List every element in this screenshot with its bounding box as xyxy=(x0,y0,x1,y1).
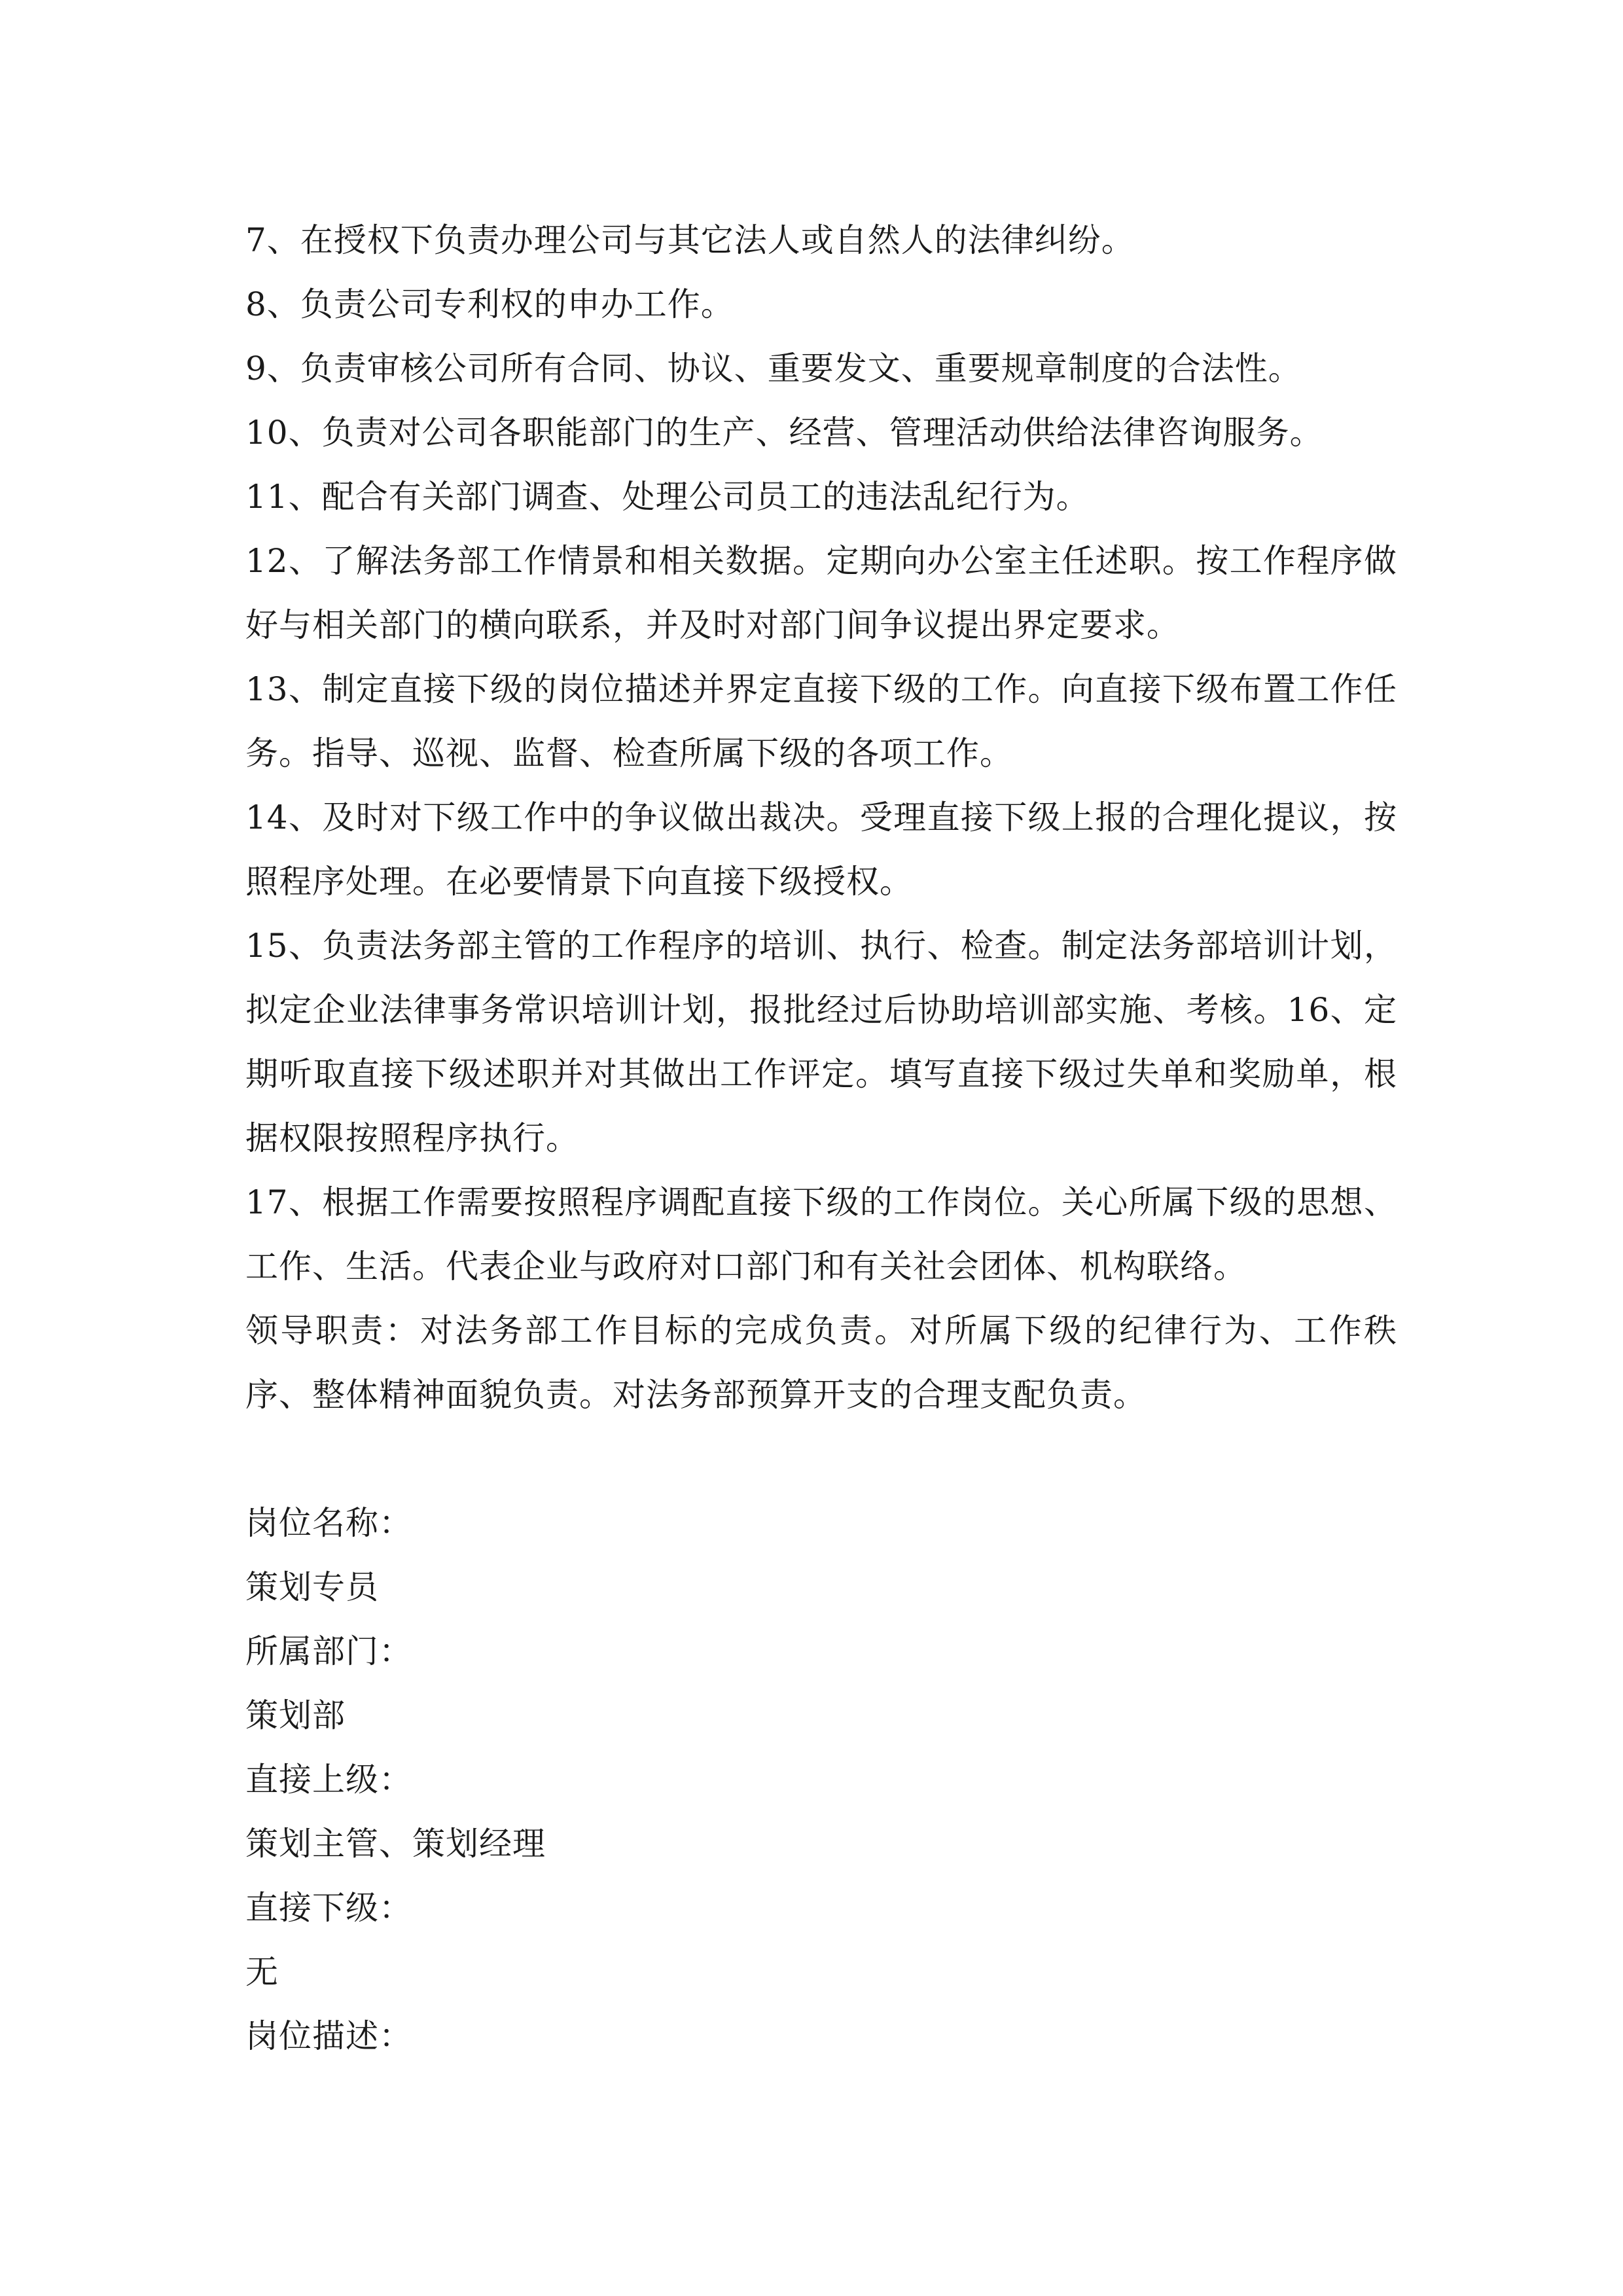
duty-item-14: 14、及时对下级工作中的争议做出裁决。受理直接下级上报的合理化提议，按照程序处理。在必要情景下向直接下级授权。 xyxy=(245,798,1397,901)
duty-item-13: 13、制定直接下级的岗位描述并界定直接下级的工作。向直接下级布置工作任务。指导、巡视、监督、检查所属下级的各项工作。 xyxy=(245,670,1397,772)
duty-item-7: 7、在授权下负责办理公司与其它法人或自然人的法律纠纷。 xyxy=(245,221,1135,259)
department-label: 所属部门： xyxy=(245,1632,412,1670)
position-name-label: 岗位名称： xyxy=(245,1504,412,1542)
duty-item-17: 17、根据工作需要按照程序调配直接下级的工作岗位。关心所属下级的思想、工作、生活。代表企业与政府对口部门和有关社会团体、机构联络。 xyxy=(245,1183,1397,1285)
direct-superior-label: 直接上级： xyxy=(245,1761,412,1799)
duty-item-15-16: 15、负责法务部主管的工作程序的培训、执行、检查。制定法务部培训计划，拟定企业法律事务常识培训计划，报批经过后协助培训部实施、考核。16、定期听取直接下级述职并对其做出工作评定。填写直接下级过失单和奖励单，根据权限按照程序执行。 xyxy=(245,927,1397,1157)
duty-item-9: 9、负责审核公司所有合同、协议、重要发文、重要规章制度的合法性。 xyxy=(245,350,1302,387)
document-body xyxy=(245,208,1397,2068)
duty-item-12: 12、了解法务部工作情景和相关数据。定期向办公室主任述职。按工作程序做好与相关部门的横向联系，并及时对部门间争议提出界定要求。 xyxy=(245,542,1397,644)
direct-subordinate-value: 无 xyxy=(245,1953,279,1991)
duty-item-10: 10、负责对公司各职能部门的生产、经营、管理活动供给法律咨询服务。 xyxy=(245,414,1323,452)
department-value: 策划部 xyxy=(245,1696,346,1734)
position-name-value: 策划专员 xyxy=(245,1568,379,1606)
leadership-responsibility: 领导职责：对法务部工作目标的完成负责。对所属下级的纪律行为、工作秩序、整体精神面貌负责。对法务部预算开支的合理支配负责。 xyxy=(245,1312,1397,1414)
section-spacer xyxy=(245,1427,1397,1491)
direct-subordinate-label: 直接下级： xyxy=(245,1889,412,1927)
duty-item-8: 8、负责公司专利权的申办工作。 xyxy=(245,285,734,323)
direct-superior-value: 策划主管、策划经理 xyxy=(245,1825,546,1863)
duty-item-11: 11、配合有关部门调查、处理公司员工的违法乱纪行为。 xyxy=(245,478,1090,516)
position-description-label: 岗位描述： xyxy=(245,2017,412,2055)
